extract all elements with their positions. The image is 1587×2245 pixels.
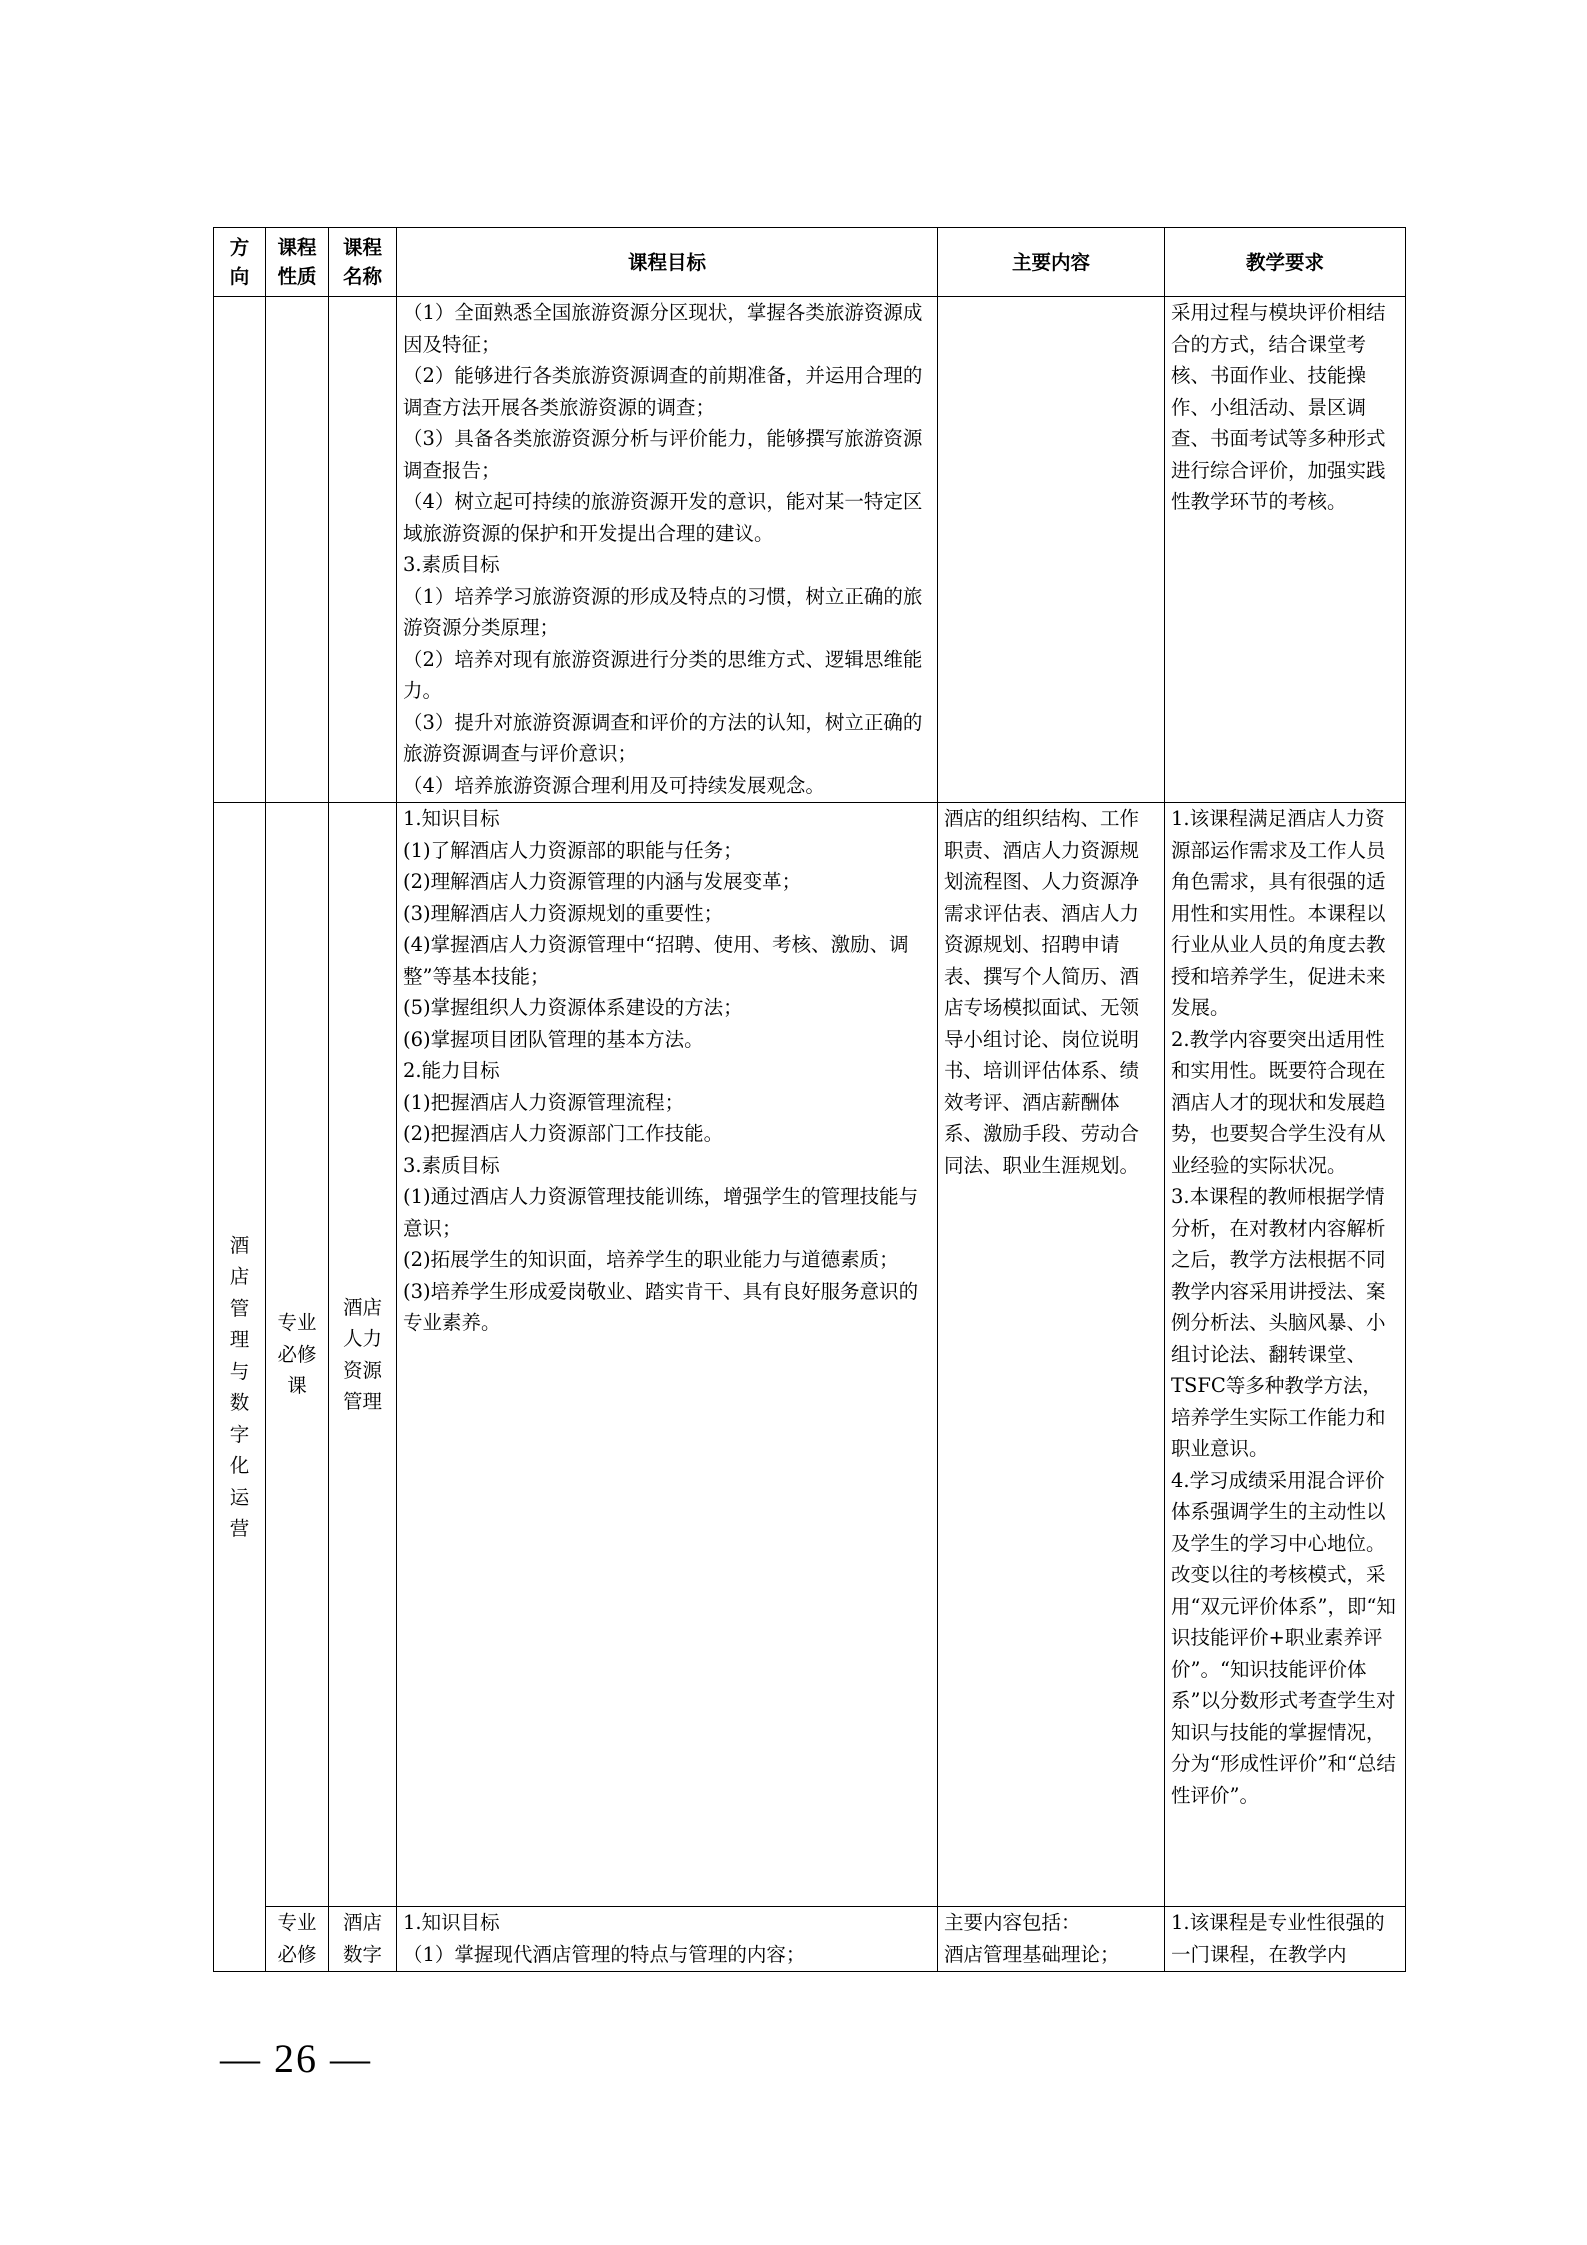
cell-requirements: [1165, 1907, 1406, 1972]
direction-char: 理: [229, 1328, 250, 1351]
cell-name: [329, 297, 397, 803]
cell-requirements: [1165, 297, 1406, 803]
page-number: — 26 —: [220, 2036, 372, 2081]
cell-content: [938, 1907, 1165, 1972]
requirement-text: 采用过程与模块评价相结合的方式，结合课堂考核、书面作业、技能操作、小组活动、景区调查、书面考试等多种形式进行综合评价，加强实践性教学环节的考核。: [1171, 301, 1386, 513]
objective-line: 1.知识目标: [403, 807, 500, 830]
requirement-line: 1.该课程满足酒店人力资源部运作需求及工作人员角色需求，具有很强的适用性和实用性。本课程以行业从业人员的角度去教授和培养学生，促进未来发展。: [1171, 807, 1386, 1019]
table-row: [214, 1907, 1406, 1972]
direction-char: 与: [229, 1359, 250, 1383]
objective-line: (1)通过酒店人力资源管理技能训练，增强学生的管理技能与意识；: [403, 1185, 919, 1240]
name-line: 资源: [342, 1358, 382, 1382]
objective-line: （1）掌握现代酒店管理的特点与管理的内容；: [403, 1942, 806, 1966]
direction-char: 化: [229, 1454, 250, 1477]
objective-line: 1.知识目标: [403, 1911, 500, 1934]
objective-line: (1)把握酒店人力资源管理流程；: [403, 1090, 685, 1114]
objective-line: （3）提升对旅游资源调查和评价的方法的认知，树立正确的旅游资源调查与评价意识；: [403, 710, 923, 765]
cell-nature: [266, 1907, 329, 1972]
content-line: 酒店管理基础理论；: [944, 1942, 1120, 1966]
objective-line: (2)理解酒店人力资源管理的内涵与发展变革；: [403, 870, 802, 893]
header-name: 课程名称: [329, 228, 397, 297]
nature-line: 专业: [277, 1911, 317, 1934]
table-row: [214, 297, 1406, 803]
header-objectives: 课程目标: [397, 228, 938, 297]
objective-line: (2)拓展学生的知识面，培养学生的职业能力与道德素质；: [403, 1248, 899, 1271]
cell-direction: [214, 803, 266, 1972]
direction-char: 数: [229, 1391, 250, 1414]
objective-line: 3.素质目标: [403, 553, 500, 576]
header-row: [214, 228, 1406, 297]
header-content: 主要内容: [938, 228, 1165, 297]
content-line: 主要内容包括：: [944, 1911, 1081, 1934]
objective-line: （1）全面熟悉全国旅游资源分区现状，掌握各类旅游资源成因及特征；: [403, 301, 923, 356]
objective-line: (5)掌握组织人力资源体系建设的方法；: [403, 996, 743, 1019]
objective-line: 2.能力目标: [403, 1059, 500, 1082]
course-table: [213, 227, 1406, 1972]
requirement-text: 1.该课程是专业性很强的一门课程，在教学内: [1171, 1911, 1385, 1966]
cell-content: [938, 297, 1165, 803]
name-line: 管理: [342, 1390, 382, 1413]
objective-line: (4)掌握酒店人力资源管理中“招聘、使用、考核、激励、调整”等基本技能；: [403, 933, 909, 988]
objective-line: （2）能够进行各类旅游资源调查的前期准备，并运用合理的调查方法开展各类旅游资源的调查；: [403, 364, 923, 419]
objective-line: 3.素质目标: [403, 1153, 500, 1177]
name-line: 酒店: [342, 1295, 382, 1319]
cell-nature: [266, 297, 329, 803]
direction-char: 酒: [229, 1233, 250, 1257]
header-requirements: 教学要求: [1165, 228, 1406, 297]
header-nature: 课程性质: [266, 228, 329, 297]
nature-line: 专业: [277, 1311, 317, 1335]
direction-char: 店: [229, 1265, 250, 1288]
cell-direction: [214, 297, 266, 803]
nature-line: 必修: [277, 1342, 317, 1366]
name-line: 人力: [342, 1327, 382, 1350]
header-direction: 方向: [214, 228, 266, 297]
objective-line: (3)培养学生形成爱岗敬业、踏实肯干、具有良好服务意识的专业素养。: [403, 1279, 919, 1334]
objective-line: （4）培养旅游资源合理利用及可持续发展观念。: [403, 773, 825, 797]
requirement-line: 2.教学内容要突出适用性和实用性。既要符合现在酒店人才的现状和发展趋势，也要契合学生没有从业经验的实际状况。: [1171, 1027, 1386, 1177]
direction-char: 管: [229, 1296, 250, 1320]
objective-line: （4）树立起可持续的旅游资源开发的意识，能对某一特定区域旅游资源的保护和开发提出合理的建议。: [403, 490, 923, 545]
direction-char: 运: [229, 1485, 250, 1509]
nature-line: 课: [287, 1374, 307, 1398]
requirement-line: 4.学习成绩采用混合评价体系强调学生的主动性以及学生的学习中心地位。改变以往的考核模式，采用“双元评价体系”，即“知识技能评价+职业素养评价”。“知识技能评价体系”以分数形式考查学生对知识与技能的掌握情况，分为“形成性评价”和“总结性评价”。: [1171, 1468, 1396, 1807]
objective-line: （2）培养对现有旅游资源进行分类的思维方式、逻辑思维能力。: [403, 647, 923, 702]
cell-objectives: [397, 1907, 938, 1972]
name-line: 酒店: [342, 1911, 382, 1934]
cell-content: [938, 803, 1165, 1907]
objective-line: (1)了解酒店人力资源部的职能与任务；: [403, 838, 743, 862]
requirement-line: 3.本课程的教师根据学情分析，在对教材内容解析之后，教学方法根据不同教学内容采用讲授法、案例分析法、头脑风暴、小组讨论法、翻转课堂、TSFC等多种教学方法，培养学生实际工作能力和职业意识。: [1171, 1185, 1386, 1460]
table-row: [214, 803, 1406, 1907]
cell-name: [329, 1907, 397, 1972]
name-line: 数字: [342, 1942, 382, 1966]
cell-objectives: [397, 297, 938, 803]
direction-char: 营: [229, 1517, 250, 1540]
content-text: 酒店的组织结构、工作职责、酒店人力资源规划流程图、人力资源净需求评估表、酒店人力资源规划、招聘申请表、撰写个人简历、酒店专场模拟面试、无领导小组讨论、岗位说明书、培训评估体系、绩效考评、酒店薪酬体系、激励手段、劳动合同法、职业生涯规划。: [944, 807, 1140, 1177]
objective-line: (2)把握酒店人力资源部门工作技能。: [403, 1122, 724, 1145]
cell-name: [329, 803, 397, 1907]
cell-requirements: [1165, 803, 1406, 1907]
objective-line: （1）培养学习旅游资源的形成及特点的习惯，树立正确的旅游资源分类原理；: [403, 584, 923, 639]
cell-nature: [266, 803, 329, 1907]
cell-objectives: [397, 803, 938, 1907]
direction-char: 字: [229, 1422, 250, 1446]
objective-line: (3)理解酒店人力资源规划的重要性；: [403, 901, 724, 925]
nature-line: 必修: [277, 1942, 317, 1966]
objective-line: （3）具备各类旅游资源分析与评价能力，能够撰写旅游资源调查报告；: [403, 427, 923, 482]
objective-line: (6)掌握项目团队管理的基本方法。: [403, 1027, 704, 1051]
